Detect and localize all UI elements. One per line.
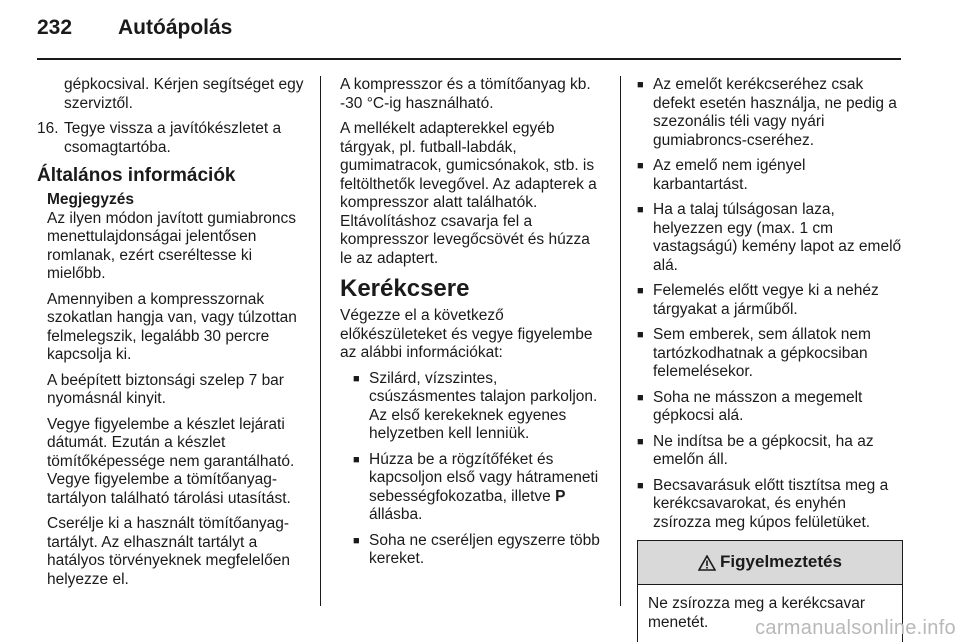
column-divider-1 (320, 76, 321, 606)
paragraph: Vegye figyelembe a készlet lejárati dátumát. Ezután a készlet tömítőképessége nem garantálható. Vegye figyelembe a tömítőanyag-tartályon található tárolási utasítást. (47, 415, 295, 507)
bullet-square-icon: ■ (353, 372, 360, 385)
paragraph: A mellékelt adapterekkel egyéb tárgyak, pl. futball-labdák, gumimatracok, gumicsónakok, stb. is feltölthetők levegővel. Az adapterek a kompresszor alatt találhatók. Eltávolításhoz csavarja fel a kompresszor levegőcsövét és húzza le az adaptert. (340, 120, 597, 267)
bullet-text: Szilárd, vízszintes, csúszásmentes talajon parkoljon. Az első kerekeknek egyenes helyzetben kell lenniük. (369, 369, 598, 442)
list-item (637, 389, 903, 426)
continued-text: gépkocsival. Kérjen segítséget egy szerviztől. (64, 76, 304, 112)
bullet-square-icon: ■ (637, 160, 644, 172)
intro-text: Végezze el a következő előkészületeket és vegye figyelembe az alábbi információkat: (340, 307, 593, 361)
paragraph: A kompresszor és a tömítőanyag kb. -30 °C-ig használható. (340, 76, 591, 112)
bullet-square-icon: ■ (353, 453, 360, 466)
column-1 (37, 76, 307, 596)
bullet-text: Húzza be a rögzítőféket és kapcsoljon első vagy hátrameneti sebességfokozatba, illetve P állásba. (369, 450, 599, 523)
page-header (0, 0, 960, 62)
bullet-text: Ha a talaj túlságosan laza, helyezzen egy (max. 1 cm vastagságú) kemény lapot az emelő alá. (653, 201, 902, 274)
page-number: 232 (37, 16, 73, 39)
list-item (637, 76, 903, 150)
note-text: Az ilyen módon javított gumiabroncs menettulajdonságai jelentősen romlanak, ezért cseréltesse ki mielőbb. (47, 209, 296, 282)
list-item (637, 477, 903, 533)
warning-text: Ne zsírozza meg a kerékcsavar menetét. (648, 595, 866, 631)
column-3 (637, 76, 903, 642)
bullet-square-icon: ■ (637, 479, 644, 492)
list-item (340, 532, 606, 569)
warning-header (638, 541, 902, 585)
bullet-square-icon: ■ (353, 534, 360, 547)
paragraph: A beépített biztonsági szelep 7 bar nyomásnál kinyit. (47, 371, 284, 407)
section-heading-wheel-change: Kerékcsere (340, 275, 470, 302)
note-title: Megjegyzés (47, 191, 135, 208)
bullet-square-icon: ■ (637, 329, 644, 341)
bullet-square-icon: ■ (637, 285, 644, 297)
list-item (637, 201, 903, 275)
item-text: Tegye vissza a javítókészletet a csomagtartóba. (64, 120, 282, 156)
section-heading-general-info: Általános információk (37, 165, 236, 186)
list-item (637, 326, 903, 382)
list-item (637, 433, 903, 470)
header-rule (37, 58, 901, 60)
warning-title: Figyelmeztetés (720, 552, 842, 572)
chapter-title: Autóápolás (118, 16, 233, 39)
bullet-text: Soha ne cseréljen egyszerre több kereket. (369, 531, 600, 567)
paragraph: Cserélje ki a használt tömítőanyag-tartályt. Az elhasznált tartályt a hatályos törvényeknek megfelelően helyezze el. (47, 515, 290, 588)
list-item (637, 282, 903, 319)
bullet-square-icon: ■ (637, 435, 644, 448)
column-2 (340, 76, 606, 576)
bullet-text: Soha ne másszon a megemelt gépkocsi alá. (653, 388, 863, 424)
bullet-text: Sem emberek, sem állatok nem tartózkodhatnak a gépkocsiban felemelésekor. (653, 326, 871, 380)
bullet-text: Becsavarásuk előtt tisztítsa meg a kerékcsavarokat, és enyhén zsírozza meg kúpos felületüket. (653, 476, 889, 531)
list-item (340, 370, 606, 444)
bullet-square-icon: ■ (637, 204, 644, 216)
column-divider-2 (620, 76, 621, 606)
paragraph: Amennyiben a kompresszornak szokatlan hangja van, vagy túlzottan felmelegszik, legalább 30 percre kapcsolja ki. (47, 290, 297, 363)
bullet-text: Ne indítsa be a gépkocsit, ha az emelőn áll. (653, 432, 874, 468)
bullet-square-icon: ■ (637, 79, 644, 91)
bullet-square-icon: ■ (637, 391, 644, 404)
list-item (637, 157, 903, 194)
watermark: carmanualsonline.info (755, 617, 956, 639)
list-item (340, 451, 606, 525)
bullet-text: Felemelés előtt vegye ki a nehéz tárgyakat a járműből. (653, 282, 879, 318)
warning-triangle-icon (698, 555, 716, 571)
item-number: 16. (37, 120, 59, 137)
list-item-16 (37, 120, 307, 157)
bullet-text: Az emelőt kerékcseréhez csak defekt esetén használja, ne pedig a szezonális téli vagy nyári gumiabroncs-cseréhez. (653, 76, 897, 149)
bullet-text: Az emelő nem igényel karbantartást. (653, 157, 806, 193)
